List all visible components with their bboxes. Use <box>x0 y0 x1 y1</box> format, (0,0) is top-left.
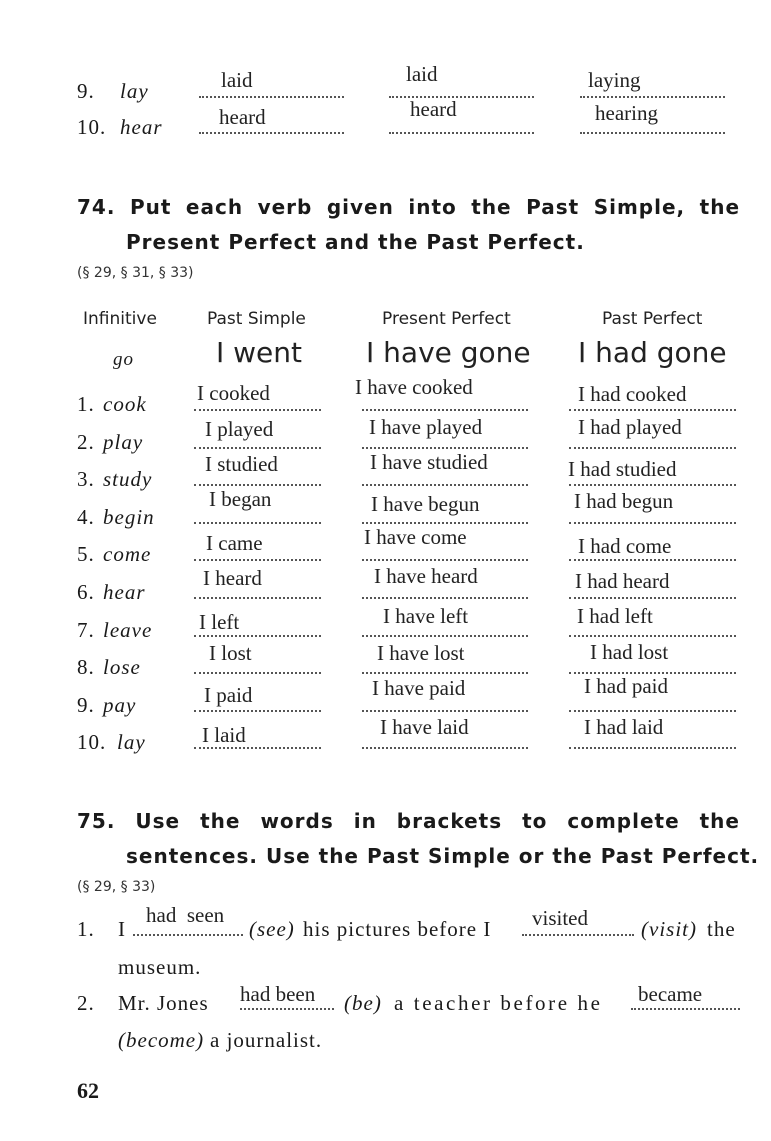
instruction-word: Use <box>135 809 181 833</box>
dotted-line <box>194 710 321 712</box>
column-header-past-perfect: Past Perfect <box>602 309 703 329</box>
dotted-line <box>240 1008 334 1010</box>
dotted-line <box>580 96 725 98</box>
column-header-past-simple: Past Simple <box>207 309 306 329</box>
row-number: 1. <box>77 392 95 416</box>
row-number: 4. <box>77 504 95 529</box>
row-verb: hear <box>120 115 163 139</box>
row-number: 10. <box>77 730 107 755</box>
row-verb: pay <box>103 692 137 717</box>
grammar-references: (§ 29, § 33) <box>77 879 156 895</box>
sentence-text: I <box>118 917 126 941</box>
past-perfect-answer: I had left <box>577 603 653 628</box>
present-perfect-answer: I have studied <box>370 450 488 475</box>
past-simple-answer: I studied <box>205 452 278 477</box>
row-verb: leave <box>103 617 153 642</box>
example-verb: go <box>113 349 134 370</box>
row-verb: play <box>103 429 144 454</box>
present-perfect-answer: I have heard <box>374 564 478 588</box>
dotted-line <box>631 1008 740 1010</box>
past-simple-answer: I played <box>205 416 274 441</box>
row-verb: study <box>103 467 153 492</box>
instruction-word: brackets <box>396 809 503 833</box>
instruction-line: Put each verb given into the Past Simple, the <box>129 195 741 219</box>
instruction-word: complete <box>567 809 680 833</box>
dotted-line <box>580 132 725 134</box>
sentence-text: (see) <box>249 917 295 941</box>
row-verb: begin <box>103 504 155 529</box>
dotted-line <box>522 934 634 936</box>
dotted-line <box>194 597 321 599</box>
row-verb: hear <box>103 580 146 604</box>
answer-text: had seen <box>146 903 225 927</box>
sentence-number: 1. <box>77 917 95 941</box>
dotted-line <box>569 522 736 524</box>
dotted-line <box>362 484 528 486</box>
present-perfect-answer: I have played <box>369 414 483 439</box>
answer-text: visited <box>532 906 588 930</box>
row-number: 2. <box>77 429 95 454</box>
past-simple-answer: I lost <box>209 641 252 666</box>
dotted-line <box>194 447 321 449</box>
dotted-line <box>569 710 736 712</box>
answer-text: laid <box>221 68 253 92</box>
past-simple-answer: I left <box>199 609 240 634</box>
dotted-line <box>569 447 736 449</box>
past-simple-answer: I laid <box>202 723 246 748</box>
exercise-number: 75. <box>77 809 116 833</box>
present-perfect-answer: I have cooked <box>355 375 473 399</box>
example-present-perfect: I have gone <box>366 336 531 369</box>
present-perfect-answer: I have left <box>383 603 469 628</box>
present-perfect-answer: I have lost <box>377 641 465 666</box>
answer-text: heard <box>219 105 266 129</box>
answer-text: hearing <box>595 101 658 125</box>
row-number: 8. <box>77 655 95 680</box>
past-perfect-answer: I had played <box>578 414 682 439</box>
sentence-text: (be) <box>344 991 382 1015</box>
past-simple-answer: I began <box>209 486 272 511</box>
dotted-line <box>199 132 344 134</box>
row-number: 3. <box>77 467 95 492</box>
instruction-line: Present Perfect and the Past Perfect. <box>126 230 585 254</box>
past-perfect-answer: I had begun <box>574 488 674 513</box>
dotted-line <box>569 747 736 749</box>
past-perfect-answer: I had heard <box>575 569 670 593</box>
row-verb: come <box>103 542 152 567</box>
present-perfect-answer: I have laid <box>380 715 469 740</box>
row-verb: lay <box>120 79 149 103</box>
answer-text: laying <box>588 68 641 92</box>
answer-text: became <box>638 982 703 1006</box>
dotted-line <box>362 409 528 411</box>
answer-text: had been <box>240 982 316 1006</box>
dotted-line <box>389 132 534 134</box>
dotted-line <box>194 635 321 637</box>
dotted-line <box>199 96 344 98</box>
instruction-line: sentences. Use the Past Simple or the Past Perfect. <box>126 844 760 868</box>
dotted-line <box>362 747 528 749</box>
instruction-word: words <box>260 809 334 833</box>
dotted-line <box>569 409 736 411</box>
past-perfect-answer: I had paid <box>584 673 668 698</box>
row-number: 5. <box>77 542 95 567</box>
past-simple-answer: I came <box>206 531 263 556</box>
past-simple-answer: I cooked <box>197 381 270 405</box>
dotted-line <box>569 635 736 637</box>
dotted-line <box>569 484 736 486</box>
sentence-text: his pictures before I <box>303 917 492 941</box>
answer-text: heard <box>410 97 457 121</box>
dotted-line <box>362 522 528 524</box>
sentence-text: (visit) <box>641 917 697 941</box>
past-simple-answer: I paid <box>204 682 253 707</box>
sentence-text: the <box>707 917 736 941</box>
example-past-simple: I went <box>216 336 303 369</box>
dotted-line <box>362 597 528 599</box>
past-simple-answer: I heard <box>203 566 262 590</box>
row-number: 9. <box>77 79 95 103</box>
present-perfect-answer: I have begun <box>371 491 480 516</box>
answer-text: laid <box>406 62 438 86</box>
past-perfect-answer: I had studied <box>568 457 677 482</box>
sentence-text: (become) <box>118 1028 205 1052</box>
dotted-line <box>133 934 243 936</box>
dotted-line <box>194 559 321 561</box>
instruction-word: the <box>699 809 740 833</box>
row-number: 10. <box>77 115 107 139</box>
dotted-line <box>194 409 321 411</box>
exercise-number: 74. <box>77 195 116 219</box>
row-verb: lose <box>103 655 141 680</box>
grammar-references: (§ 29, § 31, § 33) <box>77 265 194 281</box>
dotted-line <box>194 747 321 749</box>
example-past-perfect: I had gone <box>578 336 727 369</box>
past-perfect-answer: I had laid <box>584 715 664 740</box>
dotted-line <box>194 672 321 674</box>
row-number: 6. <box>77 580 95 604</box>
row-verb: lay <box>117 730 146 755</box>
row-number: 7. <box>77 617 95 642</box>
exercise-instruction <box>77 809 740 833</box>
exercise-instruction <box>77 195 740 219</box>
dotted-line <box>362 672 528 674</box>
sentence-text: a teacher before he <box>394 991 603 1015</box>
row-verb: cook <box>103 392 147 416</box>
instruction-word: the <box>200 809 241 833</box>
present-perfect-answer: I have come <box>364 525 467 550</box>
dotted-line <box>194 522 321 524</box>
past-perfect-answer: I had lost <box>590 640 669 665</box>
page-number: 62 <box>77 1078 99 1103</box>
dotted-line <box>362 635 528 637</box>
instruction-word: in <box>353 809 377 833</box>
sentence-text: museum. <box>118 955 202 979</box>
instruction-word: to <box>522 809 548 833</box>
sentence-text: a journalist. <box>210 1028 323 1052</box>
dotted-line <box>569 597 736 599</box>
column-header-infinitive: Infinitive <box>83 309 157 329</box>
past-perfect-answer: I had cooked <box>578 382 687 406</box>
dotted-line <box>362 710 528 712</box>
column-header-present-perfect: Present Perfect <box>382 309 511 329</box>
dotted-line <box>569 559 736 561</box>
sentence-text: Mr. Jones <box>118 991 209 1015</box>
dotted-line <box>362 447 528 449</box>
row-number: 9. <box>77 692 95 717</box>
past-perfect-answer: I had come <box>578 534 672 559</box>
present-perfect-answer: I have paid <box>372 675 466 700</box>
dotted-line <box>362 559 528 561</box>
sentence-number: 2. <box>77 991 95 1015</box>
